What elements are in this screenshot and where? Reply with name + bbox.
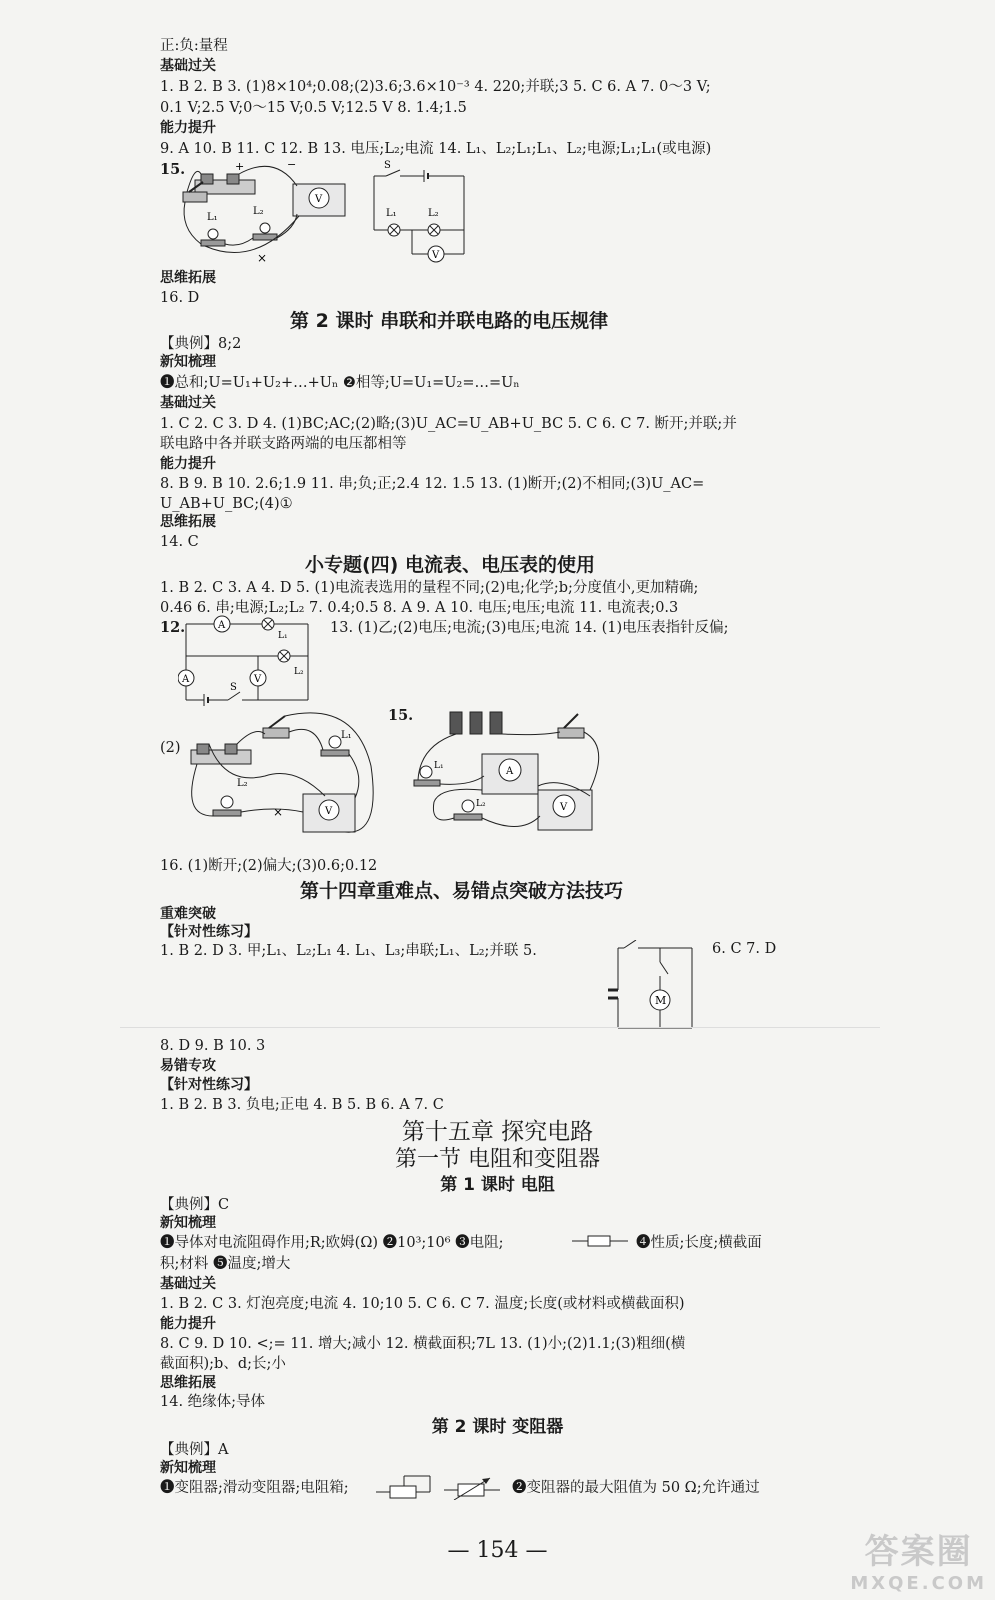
section-heading: 思维拓展 xyxy=(160,270,216,286)
text-line: 9. A 10. B 11. C 12. B 13. 电压;L₂;电流 14. L₁、L₂;L₁;L₁、L₂;电源;L₁;L₁(或电源) xyxy=(160,141,712,157)
watermark-url: MXQE.COM xyxy=(850,1573,987,1594)
text-line: 1. B 2. C 3. 灯泡亮度;电流 4. 10;10 5. C 6. C 7. 温度;长度(或材料或横截面积) xyxy=(160,1296,685,1312)
lesson-title: 第 1 课时 电阻 xyxy=(440,1175,555,1195)
text-line: 14. C xyxy=(160,534,199,550)
lesson-title: 第 2 课时 串联和并联电路的电压规律 xyxy=(290,310,609,332)
text-line: 13. (1)乙;(2)电压;电流;(3)电压;电流 14. (1)电压表指针反偏; xyxy=(330,620,729,636)
watermark-logo-text: 答案圈 xyxy=(864,1532,973,1572)
section-heading: 思维拓展 xyxy=(160,514,216,530)
voltmeter-label: V xyxy=(325,806,333,817)
text-line: 联电路中各并联支路两端的电压都相等 xyxy=(160,436,407,452)
lamp-label-l1: L₁ xyxy=(434,761,444,771)
circuit-schematic-q15 xyxy=(366,158,476,268)
section-heading: 能力提升 xyxy=(160,120,216,136)
section-heading: 能力提升 xyxy=(160,1316,216,1332)
lamp-label-l2: L₂ xyxy=(237,778,248,789)
section-heading: 新知梳理 xyxy=(160,354,216,370)
text-line: 16. (1)断开;(2)偏大;(3)0.6;0.12 xyxy=(160,858,378,874)
voltmeter-label: V xyxy=(315,194,323,205)
resistor-symbol xyxy=(572,1232,628,1250)
switch-label: S xyxy=(384,160,391,171)
lamp-label-l1: L₁ xyxy=(341,730,352,741)
question-number: 15. xyxy=(160,161,186,178)
ammeter-label: A xyxy=(182,674,190,685)
lamp-label-l2: L₂ xyxy=(476,799,486,809)
lesson-title: 小专题(四) 电流表、电压表的使用 xyxy=(305,554,595,576)
text-line: 8. D 9. B 10. 3 xyxy=(160,1038,266,1054)
lamp-label-l2: L₂ xyxy=(428,208,439,219)
lamp-label-l2: L₂ xyxy=(294,667,304,677)
lamp-label-l1: L₁ xyxy=(386,208,397,219)
section-heading: 易错专攻 xyxy=(160,1058,216,1074)
section-heading: 基础过关 xyxy=(160,58,216,74)
section-heading: 重难突破 xyxy=(160,906,216,922)
practice-heading: 【针对性练习】 xyxy=(160,1077,258,1093)
rheostat-symbols xyxy=(376,1470,506,1500)
text-line: 【典例】8;2 xyxy=(160,336,242,352)
page-number: — 154 — xyxy=(447,1538,548,1563)
cross-mark: × xyxy=(257,251,268,265)
wiring-diagram-q15 xyxy=(175,158,355,268)
section-heading: 基础过关 xyxy=(160,1276,216,1292)
lamp-label-l2: L₂ xyxy=(253,206,264,217)
plus-sign: + xyxy=(235,160,245,173)
text-line: 0.1 V;2.5 V;0～15 V;0.5 V;12.5 V 8. 1.4;1.5 xyxy=(160,100,467,116)
lamp-label-l1: L₁ xyxy=(278,631,288,641)
lesson-title: 第 2 课时 变阻器 xyxy=(431,1417,564,1437)
motor-label: M xyxy=(655,994,667,1007)
cross-mark: × xyxy=(273,805,284,819)
lamp-label-l1: L₁ xyxy=(207,212,218,223)
ammeter-label: A xyxy=(506,766,514,777)
text-line: 1. B 2. B 3. 负电;正电 4. B 5. B 6. A 7. C xyxy=(160,1097,444,1113)
section-heading: 新知梳理 xyxy=(160,1215,216,1231)
text-line: 8. B 9. B 10. 2.6;1.9 11. 串;负;正;2.4 12. 1.5 13. (1)断开;(2)不相同;(3)U_AC= xyxy=(160,476,705,492)
text-line: 1. C 2. C 3. D 4. (1)BC;AC;(2)略;(3)U_AC=U_AB+U_BC 5. C 6. C 7. 断开;并联;并 xyxy=(160,416,737,432)
question-number: 12. xyxy=(160,619,186,636)
text-line: ❶总和;U=U₁+U₂+…+Uₙ ❷相等;U=U₁=U₂=…=Uₙ xyxy=(160,375,520,391)
text-line: ❶导体对电流阻碍作用;R;欧姆(Ω) ❷10³;10⁶ ❸电阻; xyxy=(160,1235,504,1251)
section-heading: 新知梳理 xyxy=(160,1460,216,1476)
wiring-diagram-q14 xyxy=(185,706,385,846)
chapter-title: 第十五章 探究电路 xyxy=(401,1119,594,1145)
section-heading: 能力提升 xyxy=(160,456,216,472)
section-heading: 思维拓展 xyxy=(160,1375,216,1391)
text-line: 1. B 2. B 3. (1)8×10⁴;0.08;(2)3.6;3.6×10⁻³ 4. 220;并联;3 5. C 6. A 7. 0～3 V; xyxy=(160,79,711,95)
text-line: 【典例】A xyxy=(160,1442,229,1458)
section-heading: 基础过关 xyxy=(160,395,216,411)
practice-heading: 【针对性练习】 xyxy=(160,924,258,940)
text-line: 积;材料 ❺温度;增大 xyxy=(160,1256,291,1272)
section-title: 第一节 电阻和变阻器 xyxy=(395,1147,600,1172)
text-line: 截面积);b、d;长;小 xyxy=(160,1356,286,1372)
text-line: 8. C 9. D 10. <;= 11. 增大;减小 12. 横截面积;7L 13. (1)小;(2)1.1;(3)粗细(横 xyxy=(160,1336,686,1352)
circuit-schematic-q12 xyxy=(178,612,323,712)
voltmeter-label: V xyxy=(432,250,440,261)
text-line: 【典例】C xyxy=(160,1197,230,1213)
wiring-diagram-q15b xyxy=(410,706,615,846)
chapter-summary-title: 第十四章重难点、易错点突破方法技巧 xyxy=(300,880,624,902)
text-line: 1. B 2. C 3. A 4. D 5. (1)电流表选用的量程不同;(2)电;化学;b;分度值小,更加精确; xyxy=(160,580,699,596)
text-line: ❶变阻器;滑动变阻器;电阻箱; xyxy=(160,1480,349,1496)
motor-circuit-diagram xyxy=(604,940,704,1034)
watermark xyxy=(850,1524,987,1594)
text-line: ❹性质;长度;横截面 xyxy=(636,1235,762,1251)
minus-sign: − xyxy=(287,158,297,171)
switch-label: S xyxy=(230,682,237,693)
text-line: ❷变阻器的最大阻值为 50 Ω;允许通过 xyxy=(512,1480,760,1496)
text-line: 1. B 2. D 3. 甲;L₁、L₂;L₁ 4. L₁、L₃;串联;L₁、L₂;并联 5. xyxy=(160,943,537,959)
page-fold-line xyxy=(120,1027,880,1028)
voltmeter-label: V xyxy=(560,802,568,813)
voltmeter-label: V xyxy=(254,674,262,685)
text-line: 16. D xyxy=(160,290,200,306)
text-line: 6. C 7. D xyxy=(712,941,777,957)
ammeter-label: A xyxy=(218,620,226,631)
question-number: 15. xyxy=(388,707,414,724)
text-line: 正:负:量程 xyxy=(160,38,228,54)
text-line: 14. 绝缘体;导体 xyxy=(160,1394,266,1410)
text-line: (2) xyxy=(160,740,181,756)
text-line: 0.46 6. 串;电源;L₂;L₂ 7. 0.4;0.5 8. A 9. A 10. 电压;电压;电流 11. 电流表;0.3 xyxy=(160,600,679,616)
text-line: U_AB+U_BC;(4)① xyxy=(160,496,293,512)
